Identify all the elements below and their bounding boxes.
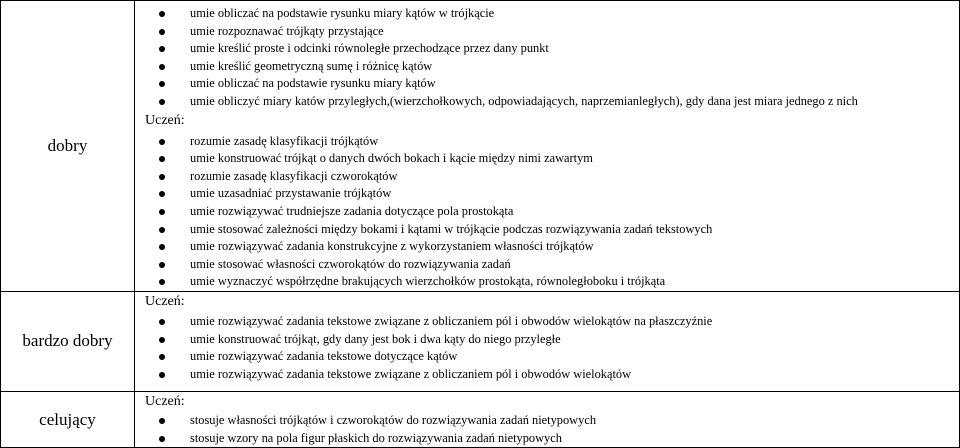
requirements-list-bardzo-dobry [135, 313, 959, 383]
table-row-dobry [1, 1, 960, 292]
requirements-list-dobry [135, 133, 959, 291]
list-item: umie obliczać na podstawie rysunku miary kątów w trójkącie [135, 5, 959, 23]
list-item: umie obliczyć miary katów przyległych,(wierzchołkowych, odpowiadających, naprzemianległych), gdy dana jest miara jednego z nich [135, 93, 959, 111]
requirements-cell-celujacy [135, 391, 960, 447]
list-item: stosuje wzory na pola figur płaskich do rozwiązywania zadań nietypowych [135, 430, 959, 448]
table-row-celujacy [1, 391, 960, 447]
intro-text: Uczeń: [145, 393, 185, 409]
requirements-list-celujacy [135, 412, 959, 447]
list-item: rozumie zasadę klasyfikacji czworokątów [135, 168, 959, 186]
grade-label-dobry: dobry [1, 1, 135, 292]
list-item: umie uzasadniać przystawanie trójkątów [135, 185, 959, 203]
grade-label-celujacy: celujący [1, 391, 135, 447]
list-item: umie stosować zależności między bokami i kątami w trójkącie podczas rozwiązywania zadań tekstowych [135, 221, 959, 239]
list-item: umie konstruować trójkąt, gdy dany jest bok i dwa kąty do niego przyległe [135, 331, 959, 349]
list-item: umie stosować własności czworokątów do rozwiązywania zadań [135, 256, 959, 274]
table-row-bardzo-dobry [1, 291, 960, 391]
list-item: stosuje własności trójkątów i czworokątów do rozwiązywania zadań nietypowych [135, 412, 959, 430]
list-item: rozumie zasadę klasyfikacji trójkątów [135, 133, 959, 151]
list-item: umie rozwiązywać zadania tekstowe związane z obliczaniem pól i obwodów wielokątów [135, 366, 959, 384]
list-item: umie rozwiązywać zadania tekstowe dotyczące kątów [135, 348, 959, 366]
grade-label-bardzo-dobry: bardzo dobry [1, 291, 135, 391]
requirements-list-top [135, 5, 959, 111]
intro-text: Uczeń: [145, 112, 185, 128]
list-item: umie rozwiązywać zadania konstrukcyjne z wykorzystaniem własności trójkątów [135, 238, 959, 256]
list-item: umie wyznaczyć współrzędne brakujących wierzchołków prostokąta, równoległoboku i trójkąta [135, 273, 959, 291]
list-item: umie rozpoznawać trójkąty przystające [135, 23, 959, 41]
requirements-cell-dobry [135, 1, 960, 292]
list-item: umie obliczać na podstawie rysunku miary kątów [135, 75, 959, 93]
list-item: umie kreślić proste i odcinki równoległe przechodzące przez dany punkt [135, 40, 959, 58]
list-item: umie kreślić geometryczną sumę i różnicę kątów [135, 58, 959, 76]
list-item: umie konstruować trójkąt o danych dwóch bokach i kącie między nimi zawartym [135, 150, 959, 168]
list-item: umie rozwiązywać zadania tekstowe związane z obliczaniem pól i obwodów wielokątów na płaszczyźnie [135, 313, 959, 331]
list-item: umie rozwiązywać trudniejsze zadania dotyczące pola prostokąta [135, 203, 959, 221]
requirements-cell-bardzo-dobry [135, 291, 960, 391]
intro-text: Uczeń: [145, 293, 185, 309]
